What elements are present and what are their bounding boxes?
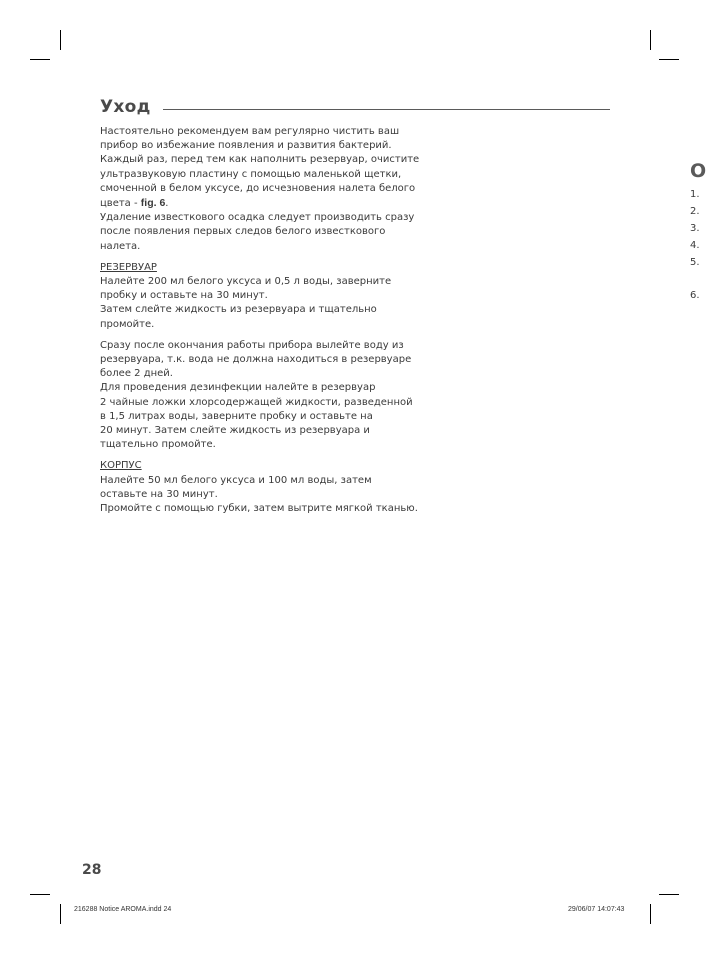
text-line: Для проведения дезинфекции налейте в резервуар (100, 382, 376, 394)
body-heading: КОРПУС (100, 460, 142, 472)
text-line (100, 196, 450, 211)
main-text (100, 125, 450, 516)
page-title: Уход (100, 97, 151, 117)
list-number: 2. (690, 206, 700, 217)
list-number: 6. (690, 290, 700, 301)
spacer (100, 254, 450, 261)
section-header (100, 97, 610, 121)
text-line: 2 чайные ложки хлорсодержащей жидкости, разведенной (100, 396, 413, 408)
crop-mark (30, 59, 50, 60)
text-line: Настоятельно рекомендуем вам регулярно чистить ваш (100, 126, 400, 137)
text-line: в 1,5 литрах воды, заверните пробку и оставьте на (100, 410, 373, 422)
text-line: после появления первых следов белого известкового (100, 226, 386, 238)
text-line: резервуара, т.к. вода не должна находиться в резервуаре (100, 354, 412, 366)
crop-mark (659, 894, 679, 895)
crop-mark (650, 30, 651, 50)
crop-mark (60, 904, 61, 924)
figure-reference: fig. 6 (140, 197, 166, 210)
crop-mark (659, 59, 679, 60)
text-line: промойте. (100, 318, 155, 330)
text-line: Сразу после окончания работы прибора вылейте воду из (100, 339, 404, 351)
body-paragraph (100, 474, 450, 517)
text-line: пробку и оставьте на 30 минут. (100, 290, 268, 302)
spacer (100, 332, 450, 339)
spacer (100, 452, 450, 459)
page-number: 28 (82, 862, 102, 878)
text-fragment: . (165, 198, 169, 210)
text-line: Удаление известкового осадка следует производить сразу (100, 212, 415, 224)
text-line: прибор во избежание появления и развития бактерий. (100, 140, 392, 152)
text-line: Затем слейте жидкость из резервуара и тщательно (100, 304, 377, 316)
list-number: 5. (690, 257, 700, 268)
footer-timestamp: 29/06/07 14:07:43 (568, 906, 625, 913)
text-line: оставьте на 30 минут. (100, 488, 218, 500)
crop-mark (650, 904, 651, 924)
text-line: смоченной в белом уксусе, до исчезновения налета белого (100, 182, 416, 194)
text-line: ультразвуковую пластину с помощью маленькой щетки, (100, 168, 402, 180)
crop-mark (60, 30, 61, 50)
text-line: более 2 дней. (100, 368, 173, 380)
text-fragment: цвета - (100, 198, 141, 210)
intro-paragraph (100, 125, 450, 254)
text-line: налета. (100, 240, 141, 252)
reservoir-paragraph-2 (100, 339, 450, 453)
text-line: Налейте 200 мл белого уксуса и 0,5 л воды, заверните (100, 276, 392, 288)
reservoir-paragraph-1 (100, 275, 450, 332)
text-line: Каждый раз, перед тем как наполнить резервуар, очистите (100, 154, 420, 166)
list-number: 3. (690, 223, 700, 234)
title-rule (163, 109, 610, 110)
next-page-title-fragment: О (690, 160, 707, 182)
text-line: Налейте 50 мл белого уксуса и 100 мл воды, затем (100, 474, 372, 486)
crop-mark (30, 894, 50, 895)
footer-file-info: 216288 Notice AROMA.indd 24 (74, 906, 172, 913)
list-number: 4. (690, 240, 700, 251)
text-line: тщательно промойте. (100, 439, 216, 451)
reservoir-heading: РЕЗЕРВУАР (100, 261, 157, 273)
list-number: 1. (690, 189, 700, 200)
text-line: Промойте с помощью губки, затем вытрите мягкой тканью. (100, 503, 418, 515)
text-line: 20 минут. Затем слейте жидкость из резервуара и (100, 425, 370, 437)
